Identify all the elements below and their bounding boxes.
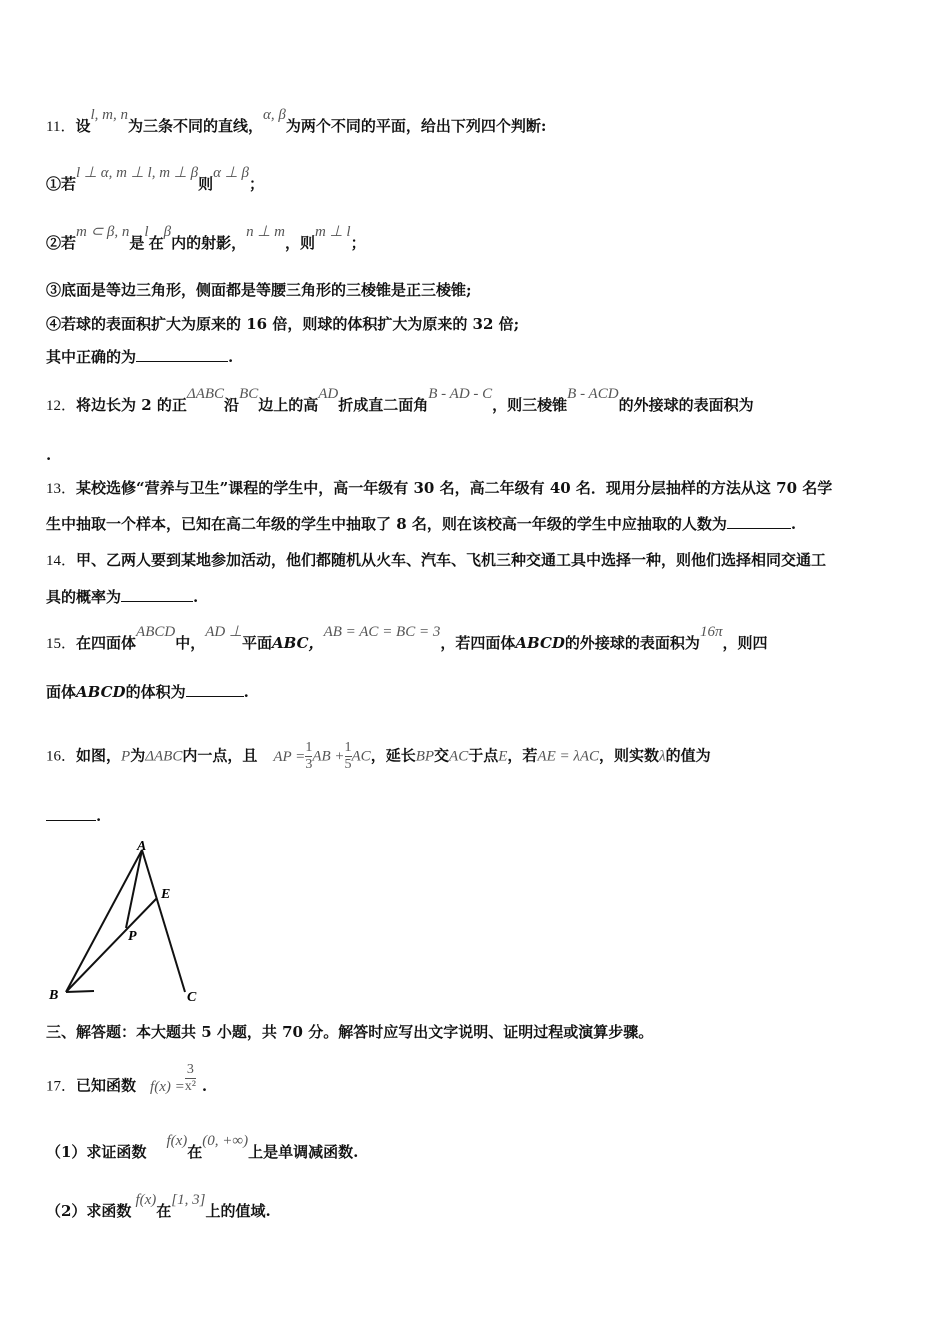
q11-text: 为两个不同的平面，给出下列四个判断: bbox=[285, 117, 547, 135]
q17-part2 bbox=[46, 1192, 271, 1222]
frac-denominator: 5 bbox=[344, 757, 352, 772]
q16-math: ΔABC bbox=[145, 748, 183, 765]
q16-math: E bbox=[498, 748, 508, 765]
q11-s2-text: ，则 bbox=[285, 234, 316, 252]
q16-text: 于点 bbox=[468, 746, 499, 765]
q13-number: 13． bbox=[46, 481, 77, 497]
q11-s2-text: ； bbox=[350, 234, 366, 252]
q16-text: 为 bbox=[130, 746, 146, 765]
q12-line1 bbox=[46, 386, 754, 416]
q15-math: AD ⊥ bbox=[205, 624, 243, 640]
q17-p1-text: 上是单调减函数. bbox=[248, 1143, 359, 1161]
q11-s2-math: n ⊥ m bbox=[246, 224, 285, 240]
edge-bc-stub bbox=[66, 991, 94, 992]
q15-text: 的外接球的表面积为 bbox=[564, 634, 700, 652]
q17-number: 17． bbox=[46, 1078, 77, 1095]
q11-statement-2 bbox=[46, 224, 366, 254]
q13-end: . bbox=[790, 515, 797, 533]
q16-text: 如图， bbox=[76, 746, 122, 765]
q16-line2 bbox=[46, 806, 101, 826]
q11-number: 11． bbox=[46, 119, 76, 135]
label-a: A bbox=[137, 839, 147, 854]
q16-math: AC bbox=[449, 748, 469, 765]
q17-p2-text: 上的值域. bbox=[205, 1202, 271, 1220]
q11-s2-math: m ⊂ β, n bbox=[76, 224, 130, 240]
q12-text: ，则三棱锥 bbox=[492, 396, 568, 414]
q11-end: . bbox=[228, 348, 234, 366]
fraction-one-fifth bbox=[345, 740, 352, 773]
q17-p2-math: f(x) bbox=[135, 1192, 157, 1208]
q11-statement-3: ③底面是等边三角形，侧面都是等腰三角形的三棱锥是正三棱锥; bbox=[46, 281, 472, 299]
q16-end: . bbox=[96, 807, 102, 825]
q11-math-lines: l, m, n bbox=[90, 107, 128, 123]
q16-number: 16． bbox=[46, 748, 77, 765]
q11-question bbox=[46, 347, 233, 367]
q12-math: ΔABC bbox=[186, 386, 225, 402]
q14-end: . bbox=[193, 588, 199, 606]
q15-line1 bbox=[46, 624, 768, 654]
q12-number: 12． bbox=[46, 398, 77, 414]
q11-s1-math: l ⊥ α, m ⊥ l, m ⊥ β bbox=[76, 165, 199, 181]
label-b: B bbox=[49, 988, 59, 1003]
frac-numerator: 1 bbox=[344, 740, 352, 755]
q11-s1-text: ①若 bbox=[46, 175, 77, 193]
q17-p2-math: [1, 3] bbox=[171, 1192, 206, 1208]
q16-text: 的值为 bbox=[665, 746, 711, 765]
q12-math: B - AD - C bbox=[428, 386, 493, 402]
q15-end: . bbox=[243, 683, 249, 701]
q11-math-planes: α, β bbox=[262, 107, 286, 123]
q15-math: AB = AC = BC = 3 bbox=[323, 624, 441, 640]
q16-math: AB + bbox=[312, 748, 345, 765]
q11-s1-math: α ⊥ β bbox=[213, 165, 249, 181]
q11-s1-text: 则 bbox=[198, 175, 214, 193]
q12-text: 将边长为 2 的正 bbox=[76, 396, 187, 414]
q17-line1 bbox=[46, 1062, 208, 1103]
q15-text: ABCD bbox=[515, 634, 565, 652]
q15-math: 16π bbox=[699, 624, 723, 640]
frac-denominator: 3 bbox=[305, 757, 313, 772]
q11-s2-text: 内的射影， bbox=[171, 234, 247, 252]
q12-math: AD bbox=[318, 386, 339, 402]
answer-blank[interactable] bbox=[121, 587, 193, 602]
q16-math: BP bbox=[415, 748, 435, 765]
q13-text: 某校选修“营养与卫生”课程的学生中，高一年级有 30 名，高二年级有 40 名．现用分层抽样的方法从这 70 名学 bbox=[76, 479, 833, 497]
q17-math: f(x) = bbox=[150, 1078, 185, 1095]
q17-p1-math: (0, +∞) bbox=[202, 1133, 249, 1149]
q16-line1 bbox=[46, 740, 711, 773]
q11-s2-text: 在 bbox=[148, 234, 164, 252]
q17-part1 bbox=[46, 1133, 359, 1163]
q11-text: 为三条不同的直线， bbox=[127, 117, 263, 135]
section-heading: 三、解答题：本大题共 5 小题，共 70 分。解答时应写出文字说明、证明过程或演算步骤。 bbox=[46, 1023, 654, 1041]
q14-text: 具的概率为 bbox=[46, 588, 122, 606]
q12-text: 沿 bbox=[224, 396, 240, 414]
q14-line2 bbox=[46, 587, 198, 607]
label-c: C bbox=[187, 990, 197, 1005]
edge-ac bbox=[142, 850, 185, 992]
answer-blank[interactable] bbox=[727, 514, 791, 529]
q16-math: λ bbox=[659, 748, 666, 765]
triangle-figure bbox=[44, 836, 214, 1008]
q16-text: 内一点，且 bbox=[182, 746, 258, 765]
q15-text: 的体积为 bbox=[125, 683, 186, 701]
q11-s1-text: ； bbox=[249, 175, 265, 193]
answer-blank[interactable] bbox=[186, 682, 244, 697]
q12-text: 边上的高 bbox=[258, 396, 319, 414]
q16-math: AP = bbox=[273, 748, 306, 765]
q16-text: ，则实数 bbox=[599, 746, 660, 765]
q14-number: 14． bbox=[46, 553, 77, 569]
edge-ab bbox=[66, 850, 142, 992]
q11-s2-math: β bbox=[163, 224, 172, 240]
q13-line1 bbox=[46, 478, 832, 499]
q12-end: . bbox=[46, 446, 52, 464]
q17-p1-math: f(x) bbox=[166, 1133, 188, 1149]
q11-s2-math: m ⊥ l bbox=[315, 224, 351, 240]
q11-ask-text: 其中正确的为 bbox=[46, 348, 137, 366]
q11-line1 bbox=[46, 107, 547, 137]
q16-math: AC bbox=[351, 748, 371, 765]
fraction-3-over-x2 bbox=[185, 1062, 196, 1095]
q15-text: 中， bbox=[175, 634, 206, 652]
q15-number: 15． bbox=[46, 636, 77, 652]
q12-math: B - ACD bbox=[567, 386, 619, 402]
q16-text: ，若 bbox=[507, 746, 538, 765]
q13-line2 bbox=[46, 514, 796, 534]
q15-text: ，则四 bbox=[722, 634, 768, 652]
q15-text: ABC， bbox=[272, 634, 324, 652]
q11-text: 设 bbox=[75, 117, 91, 135]
q15-line2 bbox=[46, 682, 249, 702]
answer-blank[interactable] bbox=[136, 347, 228, 362]
frac-denominator: x² bbox=[184, 1079, 196, 1094]
q16-text: ，延长 bbox=[370, 746, 416, 765]
q17-p1-text: 在 bbox=[187, 1143, 203, 1161]
q17-p2-text: （2）求函数 bbox=[46, 1202, 132, 1220]
q11-s2-math: l bbox=[144, 224, 149, 240]
label-p: P bbox=[128, 929, 137, 944]
q16-text: 交 bbox=[434, 746, 450, 765]
q13-text: 生中抽取一个样本，已知在高二年级的学生中抽取了 8 名，则在该校高一年级的学生中应抽取的人数为 bbox=[46, 515, 727, 533]
q14-text: 甲、乙两人要到某地参加活动，他们都随机从火车、汽车、飞机三种交通工具中选择一种，则他们选择相同交通工 bbox=[76, 551, 827, 569]
q11-statement-4: ④若球的表面积扩大为原来的 16 倍，则球的体积扩大为原来的 32 倍; bbox=[46, 315, 520, 333]
q15-math: ABCD bbox=[136, 624, 176, 640]
q12-text: 折成直二面角 bbox=[338, 396, 429, 414]
q15-text: 平面 bbox=[242, 634, 273, 652]
q17-p2-text: 在 bbox=[156, 1202, 172, 1220]
label-e: E bbox=[161, 887, 171, 902]
q17-end: . bbox=[201, 1076, 208, 1095]
q15-text: 在四面体 bbox=[76, 634, 137, 652]
frac-numerator: 1 bbox=[305, 740, 313, 755]
q14-line1 bbox=[46, 550, 826, 571]
q15-text: 面体 bbox=[46, 683, 77, 701]
answer-blank[interactable] bbox=[46, 806, 96, 821]
q12-math: BC bbox=[239, 386, 259, 402]
q17-text: 已知函数 bbox=[76, 1076, 137, 1095]
q17-p1-text: （1）求证函数 bbox=[46, 1143, 147, 1161]
q16-math: AE = λAC bbox=[537, 748, 600, 765]
q11-s2-text: 是 bbox=[129, 234, 145, 252]
frac-numerator: 3 bbox=[186, 1062, 194, 1077]
q11-s2-text: ②若 bbox=[46, 234, 77, 252]
q16-math: P bbox=[121, 748, 131, 765]
q12-text: 的外接球的表面积为 bbox=[618, 396, 754, 414]
q11-statement-1 bbox=[46, 165, 265, 195]
q15-text: ABCD bbox=[76, 683, 126, 701]
segment-be bbox=[66, 898, 157, 992]
q15-text: ，若四面体 bbox=[440, 634, 516, 652]
